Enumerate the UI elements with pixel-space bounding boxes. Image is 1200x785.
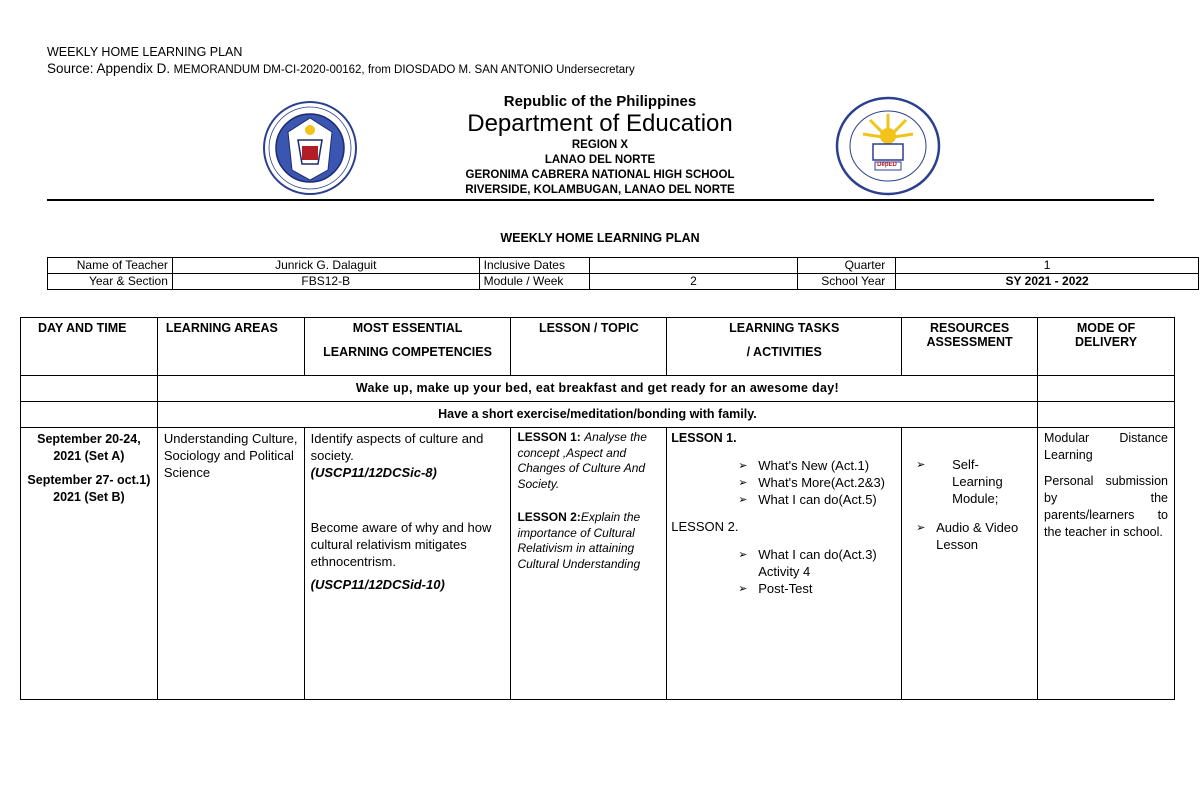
col-competencies bbox=[304, 318, 511, 376]
department-title: Department of Education bbox=[467, 110, 733, 137]
school-year-label: School Year bbox=[798, 274, 896, 290]
school-seal-icon bbox=[835, 96, 941, 196]
col-tasks-line1: LEARNING TASKS bbox=[729, 321, 840, 335]
school-name: GERONIMA CABRERA NATIONAL HIGH SCHOOL bbox=[465, 169, 735, 181]
competency-1-code: (USCP11/12DCSic-8) bbox=[310, 465, 437, 480]
division-line: LANAO DEL NORTE bbox=[544, 154, 656, 166]
task-list-1 bbox=[736, 457, 897, 508]
col-competencies-line2: LEARNING COMPETENCIES bbox=[323, 345, 492, 359]
col-tasks bbox=[667, 318, 902, 376]
mode-cell bbox=[1038, 428, 1175, 700]
school-address: RIVERSIDE, KOLAMBUGAN, LANAO DEL NORTE bbox=[465, 184, 735, 196]
header-row bbox=[21, 318, 1175, 376]
banner-row bbox=[21, 402, 1175, 428]
date-set-b: September 27- oct.1) 2021 (Set B) bbox=[27, 473, 151, 504]
lesson-1 bbox=[517, 430, 660, 492]
col-lesson: LESSON / TOPIC bbox=[511, 318, 667, 376]
quarter-value: 1 bbox=[896, 258, 1199, 274]
list-item: ➢ What's New (Act.1) bbox=[736, 457, 897, 474]
list-item: ➢ Self-Learning Module; bbox=[914, 456, 1033, 507]
source-line bbox=[47, 61, 635, 76]
resources-list bbox=[914, 456, 1033, 553]
source-label: Source: Appendix D. bbox=[47, 61, 171, 76]
table-row bbox=[21, 428, 1175, 700]
date-cell bbox=[21, 428, 158, 700]
list-item: ➢ What I can do(Act.5) bbox=[736, 491, 897, 508]
col-resources-line2: ASSESSMENT bbox=[926, 335, 1013, 349]
task-lesson-1: LESSON 1. bbox=[671, 431, 737, 445]
module-value: 2 bbox=[589, 274, 798, 290]
lesson-1-label: LESSON 1: bbox=[517, 430, 581, 444]
date-set-a: September 20-24, 2021 (Set A) bbox=[37, 432, 141, 463]
competency-1: Identify aspects of culture and society. bbox=[310, 431, 484, 463]
deped-mark: DepED bbox=[877, 162, 897, 168]
competency-cell bbox=[304, 428, 511, 700]
col-resources-line1: RESOURCES bbox=[929, 321, 1010, 335]
dates-label: Inclusive Dates bbox=[479, 258, 589, 274]
lesson-cell bbox=[511, 428, 667, 700]
quarter-label: Quarter bbox=[798, 258, 896, 274]
mode-1: Modular Distance Learning bbox=[1044, 431, 1168, 462]
task-list-2 bbox=[736, 546, 897, 597]
banner-exercise: Have a short exercise/meditation/bonding with family. bbox=[157, 402, 1037, 428]
lesson-2-text: Explain the importance of Cultural Relativism in attaining Cultural Understanding bbox=[517, 510, 641, 571]
resources-cell bbox=[902, 428, 1038, 700]
document-title: WEEKLY HOME LEARNING PLAN bbox=[47, 45, 243, 59]
col-mode bbox=[1038, 318, 1175, 376]
module-label: Module / Week bbox=[479, 274, 589, 290]
list-item: ➢ What's More(Act.2&3) bbox=[736, 474, 897, 491]
section-value: FBS12-B bbox=[172, 274, 479, 290]
source-memo: MEMORANDUM DM-CI-2020-00162, from DIOSDADO M. SAN ANTONIO Undersecretary bbox=[173, 64, 635, 76]
col-mode-line2: DELIVERY bbox=[1074, 335, 1138, 349]
area-cell: Understanding Culture, Sociology and Political Science bbox=[157, 428, 304, 700]
col-resources bbox=[902, 318, 1038, 376]
competency-2-code: (USCP11/12DCSid-10) bbox=[310, 577, 445, 592]
plan-table bbox=[20, 317, 1175, 700]
republic-line: Republic of the Philippines bbox=[503, 93, 697, 110]
col-areas: LEARNING AREAS bbox=[157, 318, 304, 376]
info-table bbox=[47, 257, 1199, 290]
dates-value bbox=[589, 258, 798, 274]
list-item: ➢ Audio & Video Lesson bbox=[914, 519, 1033, 553]
banner-row bbox=[21, 376, 1175, 402]
deped-seal bbox=[262, 100, 358, 201]
task-lesson-2: LESSON 2. bbox=[671, 519, 739, 534]
col-mode-line1: MODE OF bbox=[1076, 321, 1136, 335]
lesson-1-text: Analyse the concept ,Aspect and Changes of Culture And Society. bbox=[517, 430, 647, 491]
region-line: REGION X bbox=[571, 139, 629, 151]
tasks-cell bbox=[667, 428, 902, 700]
list-item: ➢ Post-Test bbox=[736, 580, 897, 597]
deped-seal-icon bbox=[262, 100, 358, 196]
competency-2: Become aware of why and how cultural relativism mitigates ethnocentrism. bbox=[310, 520, 492, 569]
list-item: ➢ What I can do(Act.3) Activity 4 bbox=[736, 546, 897, 580]
lesson-2-label: LESSON 2: bbox=[517, 510, 581, 524]
mode-2: Personal submission by the parents/learners to the teacher in school. bbox=[1044, 474, 1168, 539]
banner-morning: Wake up, make up your bed, eat breakfast and get ready for an awesome day! bbox=[157, 376, 1037, 402]
teacher-label: Name of Teacher bbox=[48, 258, 173, 274]
col-day: DAY AND TIME bbox=[21, 318, 158, 376]
teacher-value: Junrick G. Dalaguit bbox=[172, 258, 479, 274]
school-year-value: SY 2021 - 2022 bbox=[896, 274, 1199, 290]
lesson-2 bbox=[517, 510, 660, 572]
letterhead-divider bbox=[47, 199, 1154, 201]
col-tasks-line2: / ACTIVITIES bbox=[746, 345, 822, 359]
section-label: Year & Section bbox=[48, 274, 173, 290]
school-seal bbox=[835, 96, 941, 201]
plan-heading: WEEKLY HOME LEARNING PLAN bbox=[500, 231, 700, 245]
col-competencies-line1: MOST ESSENTIAL bbox=[352, 321, 463, 335]
